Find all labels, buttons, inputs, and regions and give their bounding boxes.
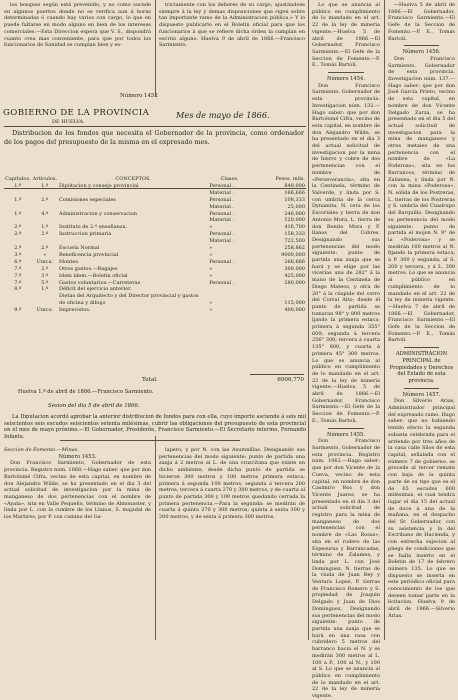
table-row (4, 217, 306, 224)
notice-number: Número 1452 (120, 93, 158, 99)
cell-articulo: Única. (36, 258, 54, 265)
cell-articulo: 5.º (41, 279, 49, 286)
divider (404, 388, 439, 389)
notice-number: Número 1457. (402, 391, 441, 398)
government-subtitle: DE HUELVA. (52, 119, 85, 125)
cell-concepto: Otros gastos.—Bagajes (59, 265, 118, 272)
cell-concepto: de oficina y dibujo (59, 300, 106, 307)
table-row (4, 197, 306, 204)
paragraph: Don Francisco Sarmiento, Gobernador de esta provincia. Investigacion núm. 137.—Hago saber: que por don José Garcia Prieto, vecino de esta capital, en nombre de don Vicente Delgado Zarza, se ha presentado en el dia 5 del actual solicitud de investigacion para la mina de manganeso y otros metales de una pertenencia con el nombre de «La Poderosa», sita en los Barrancos, término de Zalamea, y linda por N. con la mina «Poderosa», N. sólida de los Postreras, L. tierras de los Postreras y S. umbría del Cuadrupo del Barquillo. Designando su pertenencia del modo siguiente: punto de partida el mojon N. 9° de la «Poderosa» y se medirán 100 metros al N. fijando la primera estaca; á P. 300 y segunda; al S. 200 y tercera, y á L. 300 metros. Lo que se anuncia al público en cumplimiento de lo mandado en el art. 22 de la ley de mineria vigente.—Huelva 7 de abril de 1866.—El Gobernador, Francisco Sarmiento.—El Gefe de la Seccion de Fomento.—P. E., Tomás Bartoli. (388, 55, 455, 344)
column-2-bottom (159, 447, 305, 521)
cell-clase: Personal . (209, 182, 235, 189)
divider (328, 72, 364, 73)
cell-clase: » (209, 307, 213, 314)
cell-pesos: 722,500 (284, 238, 305, 245)
cell-capitulo: 1.º (14, 182, 22, 189)
notice-number: Número 1453. (58, 453, 97, 460)
cell-clase: Material . (209, 238, 235, 245)
column-1-top (4, 2, 151, 49)
paragraph: —Huelva 5 de abril de 1866.—El Gobernador, Francisco Sarmiento.—El Gefe de la Seccion de Fomento.—P. E., Tomás Bartoli. (388, 2, 455, 42)
cell-pesos: 280,000 (284, 279, 305, 286)
cell-pesos: 300,000 (284, 265, 305, 272)
table-row (4, 252, 306, 259)
cell-pesos: 9000,000 (281, 251, 305, 258)
column-2-top (159, 2, 305, 49)
header-clases: Clases. (220, 176, 239, 182)
column-divider (384, 0, 385, 640)
total-label: Total. (142, 377, 158, 383)
table-row (4, 190, 306, 197)
cell-capitulo: 2.º (14, 231, 22, 238)
cell-clase: Material . (209, 203, 235, 210)
cell-pesos (251, 293, 306, 300)
divider (404, 347, 439, 348)
cell-pesos: 25,000 (287, 203, 305, 210)
paragraph: los bosques según está prevenido, y no como sucede en algunos puertos donde no se verifica aun á horas determinadas ó cuando hay varios con cargo, lo que en puede faltarse en modo alguno en bien de los intereses comerciales.—Esta Direccion espera que V. S., dispondrá cuanto crea mas conveniente, para que por todos los funcionarios de Sanidad se cumplan bien y es- (4, 2, 151, 49)
cell-capitulo (4, 190, 32, 197)
notice-number: Número 1455. (327, 431, 365, 438)
table-row (4, 231, 306, 238)
cell-articulo: » (43, 251, 47, 258)
cell-concepto: Montes (59, 258, 78, 265)
paragraph: Lo que se anuncia al público en cumplimiento de lo mandado en el art. 22 de la ley de mineria vigente.—Huelva 5 de abril de 1866.—El Gobernador, Francisco Sarmiento.—El Gefe de la Seccion de Fomento.—P. E., Tomás Bartoli. (312, 2, 380, 69)
cell-capitulo: 2.º (14, 224, 22, 231)
table-header (4, 176, 306, 183)
cell-articulo: Único. (36, 307, 53, 314)
cell-capitulo: 1.º (14, 210, 22, 217)
cell-clase (208, 286, 251, 293)
header-capitulos: Capítulos. (5, 176, 31, 182)
cell-pesos: 248,000 (284, 210, 305, 217)
table-row (4, 266, 306, 273)
cell-capitulo: 8.º (14, 286, 22, 293)
cell-pesos: 166,666 (284, 189, 305, 196)
cell-pesos: 115,000 (284, 300, 305, 307)
divider (4, 126, 306, 127)
cell-concepto: Administracion y conservacion (59, 210, 137, 217)
cell-articulo: 4.º (41, 210, 49, 217)
cell-articulo: 2.º (41, 231, 49, 238)
cell-capitulo: 6.º (14, 258, 22, 265)
cell-capitulo (4, 204, 32, 211)
cell-concepto: Escuela Normal (59, 245, 100, 252)
cell-articulo: 1.º (41, 224, 49, 231)
cell-capitulo: 3.º (14, 251, 22, 258)
cell-articulo: 1.º (41, 286, 49, 293)
cell-clase: » (209, 272, 213, 279)
cell-clase: » (209, 265, 213, 272)
table-row (4, 211, 306, 218)
divider (404, 45, 439, 46)
notice-number: Número 1454. (327, 76, 365, 83)
session-heading: Sesion del dia 5 de abril de 1866. (48, 403, 140, 409)
cell-concepto: Imprevistos. (59, 307, 91, 314)
cell-pesos: 400,000 (284, 307, 305, 314)
cell-clase: Personal . (209, 258, 235, 265)
cell-concepto: Comisiones especiales (59, 196, 116, 203)
table-row (4, 245, 306, 252)
cell-capitulo: 7.º (14, 272, 22, 279)
cell-clase: Material . (209, 217, 235, 224)
column-1-bottom (4, 447, 151, 521)
cell-articulo: 3.º (41, 272, 49, 279)
cell-capitulo (4, 217, 32, 224)
cell-concepto: Déficit del ejercicio anterior. (59, 286, 132, 293)
divider (250, 374, 304, 375)
paragraph: lapero; y por N. con las Asumnillas. Designando sus pertenencias del modo siguiente: punto de partida una zanja á 2 metros al L. de una cruzcitana que existe en dicho ambiente; desde dicha punto de partida se hicieron 300 metros y 100 metros primera estaca; primera á segunda 100 metros; segunda á tercera 200 metros; tercera á cuarta 270 y 300 metros, y de cuarta al punto de partida 300 y 100 metros quedando cerrada la primera pertenencia.—Para la segunda: se medirán de cuarta á quinta 270 y 300 metros; quinta á sexta 300 y 200 metros, y de sexta á primera 300 metros. (159, 447, 305, 521)
divider (4, 188, 306, 189)
cell-pesos: 120,000 (284, 217, 305, 224)
table-row (4, 273, 306, 280)
cell-clase (208, 293, 251, 300)
header-articulos: Artículos. (32, 176, 58, 182)
cell-pesos: 108,333 (284, 196, 305, 203)
cell-clase: » (209, 300, 213, 307)
column-3 (312, 2, 380, 700)
cell-articulo: 1.º (41, 182, 49, 189)
government-title: GOBIERNO DE LA PROVINCIA (3, 108, 150, 118)
cell-concepto: Instituto de 2.ª enseñanza. (59, 224, 128, 231)
divider (60, 440, 240, 441)
paragraph: Don Francisco Sarmiento, Gobernador de esta provincia. Investigacion núm. 132.—Hago saber: que por don Bartolomé Cifra, vecino de esta capital, en nombre de don Alejandro Wilde, se ha presentado en el dia 3 del actual solicitud de investigacion por la mina de hierro y cobre de dos pertenencias con el nombre de «Perseverancia», sita en la Centinela, término de Valverde, y linda por S. con umbria de la cerca Dynamita, N. cera de los Escoriales y tierra de don Antonio Mora, L. tierra de don Benito Mora y P. llanos del Cobres. Designando sus pertenencias del modo siguiente: punto de partida una zanja que se hará y se elige por las vicerías una de 282° á la mano de la Centinela de Diego Mateos, y otra de 20° á la cúspide del cerro del Corral Alto; desde él punto de partida se tomaran 98° y 800 metros ljando la primera estaca; primera á segunda 355° 600; segunda á tercera 256° 300; tercera á cuarta 135° 600, y cuarta á primera 45° 300 metros. Lo que se anuncia al público en cumplimiento de lo mandado en el art. 22 de la ley de mineria vigente.—Huelva 5 de abril de 1866.—El Gobernador, Francisco Sarmiento.—El Gefe de la Seccion de Fomento.—P. E., Tomás Bartoli. (312, 82, 380, 424)
cell-concepto: Idem idem.—Boletín oficial (59, 272, 128, 279)
paragraph: Don Silverio Arias, Administrador principal del expresado ramo. Hago saber: que no habiendo tenido efecto la segunda subasta celebrada para el arriendo por tres años de la casa calle Silos de esta capital, señalada con el número 7 de gobierno, se procede al tercer remate con baja de la quinta parte de su tipo que es el de 65 escudos 600 milésimas, el cual tendrá lugar el dia 15 del actual de doce á una de la mañana, en el despacho del Sr. Gobernador, con su asistencia y la del Escribano de Hacienda, y con estrecha sujecion al pliego de condiciones que se halla inserto en el Boletin de 17 de febrero número 135. Lo que se dispuesto se inserta en este periódico oficial para conocimiento de los que deseen tomar parte en la licitacion. Huelva 9 de abril de 1866.—Silverio Arias. (388, 398, 455, 619)
cell-pesos: 266,666 (284, 258, 305, 265)
divider (328, 428, 364, 429)
cell-clase: Personal . (209, 231, 235, 238)
administration-heading: ADMINISTRACION PRINCIPAL de Propiedades y Derechos del Estado de esta provincia. (389, 351, 454, 384)
table-row (4, 280, 306, 287)
cell-concepto: Gastos voluntarios.—Carreteras (59, 279, 141, 286)
cell-clase: Personal . (209, 196, 235, 203)
cell-capitulo: 7.º (14, 279, 22, 286)
cell-pesos: 416,700 (284, 224, 305, 231)
cell-concepto (58, 238, 208, 245)
cell-concepto: Beneficencia provincial (59, 251, 119, 258)
cell-clase: » (209, 245, 213, 252)
cell-pesos: 258,862 (284, 245, 305, 252)
cell-concepto: Dietas del Arquitecto y del Director provincial y gastos (59, 293, 199, 300)
table-row (4, 238, 306, 245)
cell-concepto (58, 190, 208, 197)
cell-capitulo (4, 300, 32, 307)
budget-table (4, 176, 306, 314)
table-row (4, 307, 306, 314)
cell-pesos (251, 286, 306, 293)
cell-pesos: 158,333 (284, 231, 305, 238)
cell-articulo: 2.º (41, 245, 49, 252)
cell-capitulo (4, 238, 32, 245)
cell-capitulo: 7.º (14, 265, 22, 272)
table-row (4, 293, 306, 300)
cell-articulo (32, 190, 58, 197)
cell-articulo: 2.º (41, 196, 49, 203)
cell-articulo (32, 238, 58, 245)
column-divider (155, 0, 156, 96)
paragraph: trictamente con los deberes de su cargo, ajustándose siempre á la ley y demas disposiciones que rigen sobre tan importante ramo de la Administracion pública.» Y lo dispuesto publicarlo en el Boletin oficial para que los funcionarios á que se refiere dicha órden la cumplan en escrito alguno. Huelva 9 de abril de 1866.—Francisco Sarmiento. (159, 2, 305, 49)
cell-pesos: 840,000 (284, 182, 305, 189)
cell-concepto (58, 204, 208, 211)
cell-articulo (32, 293, 58, 300)
cell-capitulo: 2.º (14, 245, 22, 252)
table-row (4, 204, 306, 211)
diputacion-paragraph: La Diputacion acordó aprobar la anterior distribucion de fondos para con ella, cuyo importe asciende á seis mil seiscientos seis escudos seiscientos setenta milésimas, cubrir las obligaciones del presupuesto de esta provincial en el mes de mayo próximo.—El Gobernador, Presidente, Francisco Sarmiento.—El Secretario interino, Fernando Infante. (4, 414, 306, 441)
notice-number: Número 1456. (402, 49, 441, 56)
month-heading: Mes de mayo de 1866. (176, 110, 270, 120)
header-conceptos: CONCEPTOS. (115, 176, 151, 182)
cell-concepto: Instruccion primaria (59, 231, 112, 238)
cell-clase: » (209, 224, 213, 231)
cell-articulo (32, 217, 58, 224)
cell-pesos: 425,000 (284, 272, 305, 279)
cell-capitulo (4, 293, 32, 300)
cell-clase: Personal . (209, 279, 235, 286)
cell-clase: » (209, 251, 213, 258)
column-divider (155, 436, 156, 640)
distribution-heading: Distribucion de los fondos que necesita el Gobernador de la provincia, como ordenador de los pagos del presupuesto de la misma en el expresado mes. (4, 129, 304, 146)
signature-line: Huelva 1.º de abril de 1866.—Francisco Sarmiento. (18, 389, 154, 395)
cell-articulo (32, 204, 58, 211)
cell-clase: Material . (209, 189, 235, 196)
cell-capitulo: 9.º (14, 307, 22, 314)
cell-capitulo: 1.º (14, 196, 22, 203)
section-heading: Seccion de Fomento.—Minas. (4, 447, 79, 453)
table-row (4, 224, 306, 231)
cell-concepto: Dipútacion y consejo provincial (59, 182, 139, 189)
header-pesos: Pesos. mils. (275, 176, 305, 182)
table-row (4, 286, 306, 293)
cell-articulo: 2.º (41, 265, 49, 272)
column-divider (308, 0, 309, 640)
column-4 (388, 2, 455, 620)
paragraph: Don Francisco Sarmiento, Gobernador de esta provincia. Registro num. 1068.—Hago saber: que por don Bartolomé Cifra, vecino de esta capital, en nombre de don Alejandro Wilde, se ha presentado en el dia 3 del actual solicitud de investigacion por la mina de manganeso de dos pertenencias con el nombre de «Ayala», sita en Valle Pequeño, término de Almonaster, y linda por L. con la cumbre de los Llanos, S. majadal de los Martires, por P. con camino del Ga- (4, 460, 151, 521)
paragraph: Don Francisco Sarmiento, Gobernador de esta provincia. Registro núm. 1062.—Hago saber: que por don Vicente de la Cueva, vecino de esta capital, en nombre de don Casimiro Ros y don Vicente Juarez, se ha presentado en el dia 3 del actual solicitud de registro para la mina de manganeso de dos pertenencias con el nombre de «Las Rosas», sita en el rodero de las Espesuras y Barrancadas, término de Zalamea, y linda por L. con José Dominguez, N. tierras de la viuda de Juan Rey y Ventura Lopez, P. tierras de Francisco Romero y S. propiedad de Joaquin Delgado y Juan de Dios Dominguez. Designando sus pertenencias del modo siguiente: punto de partida una zanja que se hará en una rasa con cubridero 5 metros del barranco hacia el N. y se medirán 300 metros al L. 100 á P., 100 al N., y 100 al S. Lo que se anuncia al público en cumplimiento de lo mandado en el art. 22 de la ley de mineria vigente. (312, 438, 380, 700)
table-row (4, 259, 306, 266)
total-value: 6006,770 (277, 377, 304, 383)
cell-clase: Personal . (209, 210, 235, 217)
